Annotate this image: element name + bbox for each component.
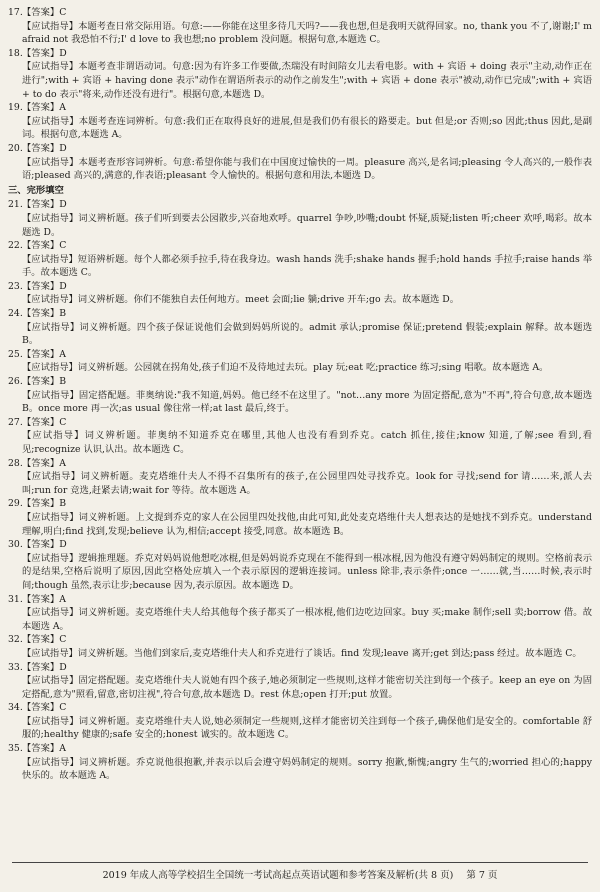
footer-title: 2019 年成人高等学校招生全国统一考试高起点英语试题和参考答案及解析(共 8 页) xyxy=(102,870,454,881)
answer-item xyxy=(8,307,592,348)
answer-list-cloze xyxy=(8,198,592,783)
answer-key: 【答案】A xyxy=(22,457,66,469)
question-number: 31. xyxy=(8,593,23,605)
answer-explanation: 【应试指导】词义辨析题。麦克塔维什夫人不得不召集所有的孩子,在公园里四处寻找乔克。look for 寻找;send for 请……来,派人去叫;run for 竞选,赶紧去请;wait for 等待。故本题选 A。 xyxy=(22,471,592,496)
answer-item xyxy=(8,538,592,592)
answer-key: 【答案】C xyxy=(22,634,67,646)
question-number: 30. xyxy=(8,539,23,551)
answer-explanation: 【应试指导】词义辨析题。你们不能独自去任何地方。meet 会面;lie 躺;drive 开车;go 去。故本题选 D。 xyxy=(22,294,459,306)
answer-item xyxy=(8,348,592,375)
answer-item xyxy=(8,101,592,142)
page-footer xyxy=(12,862,588,881)
answer-explanation: 【应试指导】词义辨析题。乔克说他很抱歉,并表示以后会遵守妈妈制定的规则。sorry 抱歉,惭愧;angry 生气的;worried 担心的;happy 快乐的。故本题选 A。 xyxy=(22,756,592,782)
question-number: 24. xyxy=(8,308,23,320)
answer-explanation: 【应试指导】本题考查日常交际用语。句意:——你能在这里多待几天吗?——我也想,但是我明天就得回家。no, thank you 不了,谢谢;I' m afraid not 我恐怕不行;I' d love to 我也想;no problem 没问题。根据句意,本题选 C。 xyxy=(22,20,592,46)
answer-key: 【答案】D xyxy=(22,539,67,551)
answer-item xyxy=(8,198,592,239)
question-number: 34. xyxy=(8,702,23,714)
answer-explanation: 【应试指导】词义辨析题。孩子们听到要去公园散步,兴奋地欢呼。quarrel 争吵,吵嘴;doubt 怀疑,质疑;listen 听;cheer 欢呼,喝彩。故本题选 D。 xyxy=(22,212,592,238)
question-number: 25. xyxy=(8,348,23,360)
question-number: 26. xyxy=(8,376,23,388)
answer-explanation: 【应试指导】词义辨析题。当他们到家后,麦克塔维什夫人和乔克进行了谈话。find 发现;leave 离开;get 到达;pass 经过。故本题选 C。 xyxy=(22,647,582,659)
answer-key: 【答案】D xyxy=(22,47,67,59)
answer-item xyxy=(8,633,592,660)
answer-item xyxy=(8,416,592,457)
question-number: 33. xyxy=(8,661,23,673)
answer-key: 【答案】C xyxy=(22,702,67,714)
answer-item xyxy=(8,142,592,183)
answer-explanation: 【应试指导】逻辑推理题。乔克对妈妈说他想吃冰棍,但是妈妈说乔克现在不能得到一根冰棍,因为他没有遵守妈妈制定的规则。空格前表示的是结果,空格后说明了原因,因此空格处应填入一个表示原因的逻辑连接词。unless 除非,表示条件;once 一……就,当……时候,表示时间;though 虽然,表示让步;because 因为,表示原因。故本题选 D。 xyxy=(22,552,592,591)
answer-explanation: 【应试指导】固定搭配题。菲奥纳说:"我不知道,妈妈。他已经不在这里了。"not…any more 为固定搭配,意为"不再",符合句意,故本题选 B。once more 再一次;as usual 像往常一样;at last 最后,终于。 xyxy=(22,389,592,415)
answer-key: 【答案】D xyxy=(22,199,67,211)
answer-item xyxy=(8,6,592,47)
answer-explanation: 【应试指导】本题考查形容词辨析。句意:希望你能与我们在中国度过愉快的一周。pleasure 高兴,是名词;pleasing 令人高兴的,一般作表语;pleased 高兴的,满意的,作表语;pleasant 令人愉快的。根据句意和用法,本题选 D。 xyxy=(22,156,592,182)
answer-key: 【答案】A xyxy=(22,743,66,755)
question-number: 21. xyxy=(8,199,23,211)
answer-explanation: 【应试指导】词义辨析题。四个孩子保证说他们会做到妈妈所说的。admit 承认;promise 保证;pretend 假装;explain 解释。故本题选 B。 xyxy=(22,321,592,347)
answer-item xyxy=(8,239,592,280)
answer-item xyxy=(8,593,592,634)
question-number: 18. xyxy=(8,47,23,59)
answer-item xyxy=(8,280,592,307)
answer-explanation: 【应试指导】固定搭配题。麦克塔维什夫人说她有四个孩子,她必须制定一些规则,这样才能密切关注到每一个孩子。keep an eye on 为固定搭配,意为"照看,留意,密切注视",符合句意,故本题选 D。rest 休息;open 打开;put 放置。 xyxy=(22,675,592,700)
question-number: 35. xyxy=(8,743,23,755)
answer-explanation: 【应试指导】本题考查非谓语动词。句意:因为有许多工作要做,杰瑞没有时间陪女儿去看电影。with + 宾语 + doing 表示"主动,动作正在进行";with + 宾语 + having done 表示"动作在谓语所表示的动作之前发生";with + 宾语 + done 表示"被动,动作已完成";with + 宾语 + to do 表示"将来,动作还没有进行"。根据句意,本题选 D。 xyxy=(22,61,592,100)
answer-key: 【答案】D xyxy=(22,142,67,154)
document-page xyxy=(8,6,592,783)
answer-key: 【答案】C xyxy=(22,240,67,252)
answer-key: 【答案】B xyxy=(22,376,67,388)
answer-key: 【答案】A xyxy=(22,593,66,605)
question-number: 20. xyxy=(8,142,23,154)
answer-item xyxy=(8,661,592,702)
section-title: 三、完形填空 xyxy=(8,184,64,196)
answer-explanation: 【应试指导】本题考查连词辨析。句意:我们正在取得良好的进展,但是我们仍有很长的路要走。but 但是;or 否则;so 因此;thus 因此,是副词。根据句意,本题选 A。 xyxy=(22,115,592,141)
answer-key: 【答案】B xyxy=(22,498,67,510)
answer-item xyxy=(8,375,592,416)
answer-item xyxy=(8,742,592,783)
answer-item xyxy=(8,457,592,498)
question-number: 32. xyxy=(8,634,23,646)
answer-explanation: 【应试指导】词义辨析题。公园就在拐角处,孩子们迫不及待地过去玩。play 玩;eat 吃;practice 练习;sing 唱歌。故本题选 A。 xyxy=(22,362,549,374)
answer-explanation: 【应试指导】词义辨析题。麦克塔维什夫人说,她必须制定一些规则,这样才能密切关注到每一个孩子,确保他们是安全的。comfortable 舒服的;healthy 健康的;safe 安全的;honest 诚实的。故本题选 C。 xyxy=(22,715,592,741)
answer-explanation: 【应试指导】词义辨析题。上文提到乔克的家人在公园里四处找他,由此可知,此处麦克塔维什夫人想表达的是她找不到乔克。understand 理解,明白;find 找到,发现;believe 认为,相信;accept 接受,同意。故本题选 B。 xyxy=(22,511,592,537)
answer-item xyxy=(8,497,592,538)
question-number: 22. xyxy=(8,240,23,252)
question-number: 29. xyxy=(8,498,23,510)
answer-key: 【答案】C xyxy=(22,7,67,18)
question-number: 17. xyxy=(8,7,23,18)
answer-item xyxy=(8,701,592,742)
answer-key: 【答案】C xyxy=(22,416,67,428)
answer-explanation: 【应试指导】词义辨析题。麦克塔维什夫人给其他每个孩子都买了一根冰棍,他们边吃边回家。buy 买;make 制作;sell 卖;borrow 借。故本题选 A。 xyxy=(22,607,592,632)
question-number: 28. xyxy=(8,457,23,469)
answer-key: 【答案】D xyxy=(22,280,67,292)
answer-key: 【答案】B xyxy=(22,308,67,320)
answer-key: 【答案】A xyxy=(22,102,66,114)
answer-key: 【答案】A xyxy=(22,348,66,360)
answer-item xyxy=(8,47,592,101)
answer-key: 【答案】D xyxy=(22,661,67,673)
footer-page-number: 第 7 页 xyxy=(466,870,498,881)
answer-list-grammar xyxy=(8,6,592,183)
answer-explanation: 【应试指导】短语辨析题。每个人都必须手拉手,待在我身边。wash hands 洗手;shake hands 握手;hold hands 手拉手;raise hands 举手。故本题选 C。 xyxy=(22,253,592,279)
question-number: 27. xyxy=(8,416,23,428)
answer-explanation: 【应试指导】词义辨析题。菲奥纳不知道乔克在哪里,其他人也没有看到乔克。catch 抓住,接住;know 知道,了解;see 看到,看见;recognize 认识,认出。故本题选 C。 xyxy=(22,430,592,455)
question-number: 23. xyxy=(8,280,23,292)
question-number: 19. xyxy=(8,102,23,114)
